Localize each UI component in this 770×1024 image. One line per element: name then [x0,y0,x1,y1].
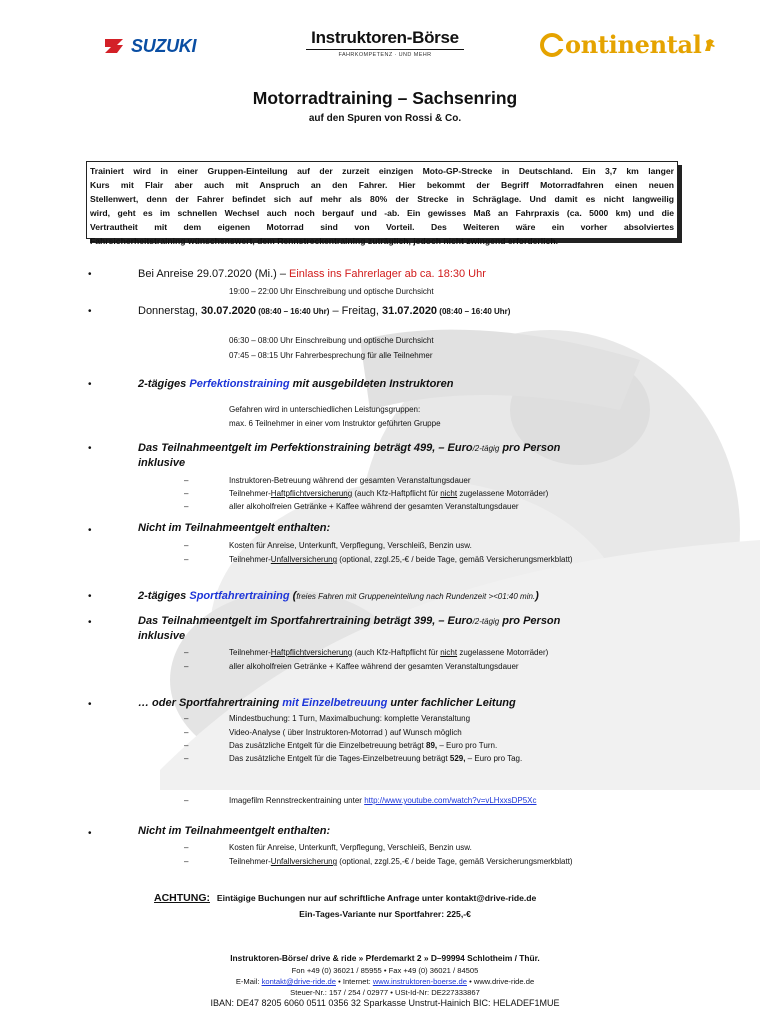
continental-logo [540,30,717,59]
text-part: nicht [440,648,458,657]
fee-sport-inklusive: inklusive [138,630,186,642]
fee-sport-post: pro Person [499,615,561,627]
text-part: Haftpflichtversicherung [270,489,353,498]
footer-contact [0,977,770,986]
not-included-heading: Nicht im Teilnahmeentgelt enthalten: [138,825,331,837]
dash-icon: – [184,662,189,671]
fee-sport-heading [138,615,560,627]
einzel-item [229,754,522,763]
not-included-item [229,555,573,564]
text-part: Teilnehmer- [229,857,271,866]
not-included-heading: Nicht im Teilnahmeentgelt enthalten: [138,522,331,534]
sport-paren: ( [289,590,297,602]
einzel-item [229,741,497,750]
day2-label: – Freitag, [329,305,382,317]
instruktoren-logo-tagline: FAHRKOMPETENZ · UND MEHR [338,52,432,58]
footer-phone: Fon +49 (0) 36021 / 85955 • Fax +49 (0) 36021 / 84505 [291,966,479,975]
arrival-detail: 19:00 – 22:00 Uhr Einschreibung und optische Durchsicht [229,287,434,296]
fee-perfektion-heading [138,442,560,454]
perfektion-highlight: Perfektionstraining [189,378,290,390]
perfektion-post: mit ausgebildeten Instruktoren [289,378,454,390]
dash-icon: – [184,754,189,763]
day1-date: 30.07.2020 [200,305,257,317]
fee-sport-small: /2-tägig [472,617,500,626]
achtung-line-2: Ein-Tages-Variante nur Sportfahrer: 225,-€ [299,909,471,919]
fee-perfektion-item: Instruktoren-Betreuung während der gesamten Veranstaltungsdauer [229,476,471,485]
page-title: Motorradtraining – Sachsenring [252,88,518,108]
fee-perfektion-post: pro Person [499,442,561,454]
intro-line: Stellenwert, denn der Fahrer befindet sich auf mehr als 80% der Strecke in Schräglage. Und damit es nicht langweilig [90,194,674,204]
bullet-icon: • [88,443,92,454]
perfektion-line-2: max. 6 Teilnehmer in einer vom Instruktor geführten Gruppe [229,419,441,428]
text-part: Das zusätzliche Entgelt für die Tages-Einzelbetreuung beträgt [229,754,450,763]
text-part: (auch Kfz-Haftpflicht für [352,648,441,657]
horse-icon [703,37,717,53]
footer-bank: IBAN: DE47 8205 6060 0511 0356 32 Sparkasse Unstrut-Hainich BIC: HELADEF1MUE [210,998,560,1008]
footer-address: Instruktoren-Börse/ drive & ride » Pferdemarkt 2 » D–99994 Schlotheim / Thür. [230,953,540,963]
text-part: Unfallversicherung [270,555,338,564]
not-included-item [229,857,573,866]
sport-highlight: Sportfahrertraining [189,590,290,602]
dash-icon: – [184,843,189,852]
footer-email-label: E-Mail: [235,977,262,986]
instruktoren-boerse-logo [306,28,464,58]
perfektion-pre: 2-tägiges [138,378,190,390]
day2-date: 31.07.2020 [382,305,438,317]
bullet-icon: • [88,269,92,280]
dash-icon: – [184,555,189,564]
bullet-icon: • [88,379,92,390]
bullet-icon: • [88,828,92,839]
bullet-icon: • [88,306,92,317]
dash-icon: – [184,541,189,550]
bullet-icon: • [88,591,92,602]
text-part: – Euro pro Tag. [465,754,523,763]
day1-label: Donnerstag, [138,305,201,317]
days-line [138,305,510,317]
perfektion-line-1: Gefahren wird in unterschiedlichen Leistungsgruppen: [229,405,421,414]
fee-perfektion-item [229,489,548,498]
footer-tax: Steuer-Nr.: 157 / 254 / 02977 • USt-Id-Nr: DE227333867 [290,988,480,997]
imagefilm-item [229,796,536,805]
bullet-icon: • [88,699,92,710]
bullet-icon: • [88,617,92,628]
text-part: zugelassene Motorräder) [457,489,549,498]
imagefilm-link[interactable]: http://www.youtube.com/watch?v=vLHxxsDP5Xc [364,796,537,805]
arrival-line [138,268,486,280]
intro-line: wird, geht es im schnellen Wechsel auch noch bergauf und -ab. Ein gewisses Maß an Fahrpraxis (ca. 5000 km) und die [90,208,674,218]
page-subtitle: auf den Spuren von Rossi & Co. [308,113,462,124]
sport-heading [138,590,539,602]
sport-pre: 2-tägiges [138,590,190,602]
dash-icon: – [184,857,189,866]
text-part: (optional, zzgl.25,-€ / beide Tage, gemäß Versicherungsmerkblatt) [337,857,573,866]
days-detail-1: 06:30 – 08:00 Uhr Einschreibung und optische Durchsicht [229,336,434,345]
day2-time: (08:40 – 16:40 Uhr) [437,307,511,316]
footer-web2: • www.drive-ride.de [466,977,535,986]
imagefilm-label: Imagefilm Rennstreckentraining unter [229,796,365,805]
text-part: (optional, zzgl.25,-€ / beide Tage, gemäß Versicherungsmerkblatt) [337,555,573,564]
arrival-text: Bei Anreise 29.07.2020 (Mi.) – [138,268,290,280]
footer-email-link[interactable]: kontakt@drive-ride.de [261,977,336,986]
fee-perfektion-inklusive: inklusive [138,457,186,469]
einzel-heading [138,697,516,709]
fee-sport-item [229,648,548,657]
einzel-highlight: mit Einzelbetreuung [282,697,388,709]
day1-time: (08:40 – 16:40 Uhr) [256,307,330,316]
fee-sport-item: aller alkoholfreien Getränke + Kaffee während der gesamten Veranstaltungsdauer [229,662,519,671]
achtung-label: ACHTUNG: [154,892,210,904]
arrival-highlight: Einlass ins Fahrerlager ab ca. 18:30 Uhr [289,268,486,280]
footer-internet-label: • Internet: [335,977,373,986]
intro-line: Kurs mit Flair aber auch mit Anspruch an den Fahrer. Hier bekommt der Begriff Motorradfahren einen neuen [90,180,674,190]
perfektion-heading [138,378,453,390]
achtung-text: Eintägige Buchungen nur auf schriftliche Anfrage unter kontakt@drive-ride.de [216,893,537,903]
text-part: 529, [449,754,466,763]
bullet-icon: • [88,525,92,536]
suzuki-logo-text: SUZUKI [131,35,197,56]
days-detail-2: 07:45 – 08:15 Uhr Fahrerbesprechung für alle Teilnehmer [229,351,433,360]
dash-icon: – [184,648,189,657]
suzuki-s-icon [103,37,125,55]
footer-internet-link[interactable]: www.instruktoren-boerse.de [372,977,467,986]
dash-icon: – [184,728,189,737]
text-part: Teilnehmer- [229,489,271,498]
text-part: Teilnehmer- [229,648,271,657]
suzuki-logo [103,36,196,56]
text-part: (auch Kfz-Haftpflicht für [352,489,441,498]
einzel-item: Mindestbuchung: 1 Turn, Maximalbuchung: komplette Veranstaltung [229,714,471,723]
achtung-line [154,892,536,904]
dash-icon: – [184,796,189,805]
text-part: Teilnehmer- [229,555,271,564]
text-part: Haftpflichtversicherung [270,648,353,657]
dash-icon: – [184,502,189,511]
not-included-item: Kosten für Anreise, Unterkunft, Verpflegung, Verschleiß, Benzin usw. [229,843,472,852]
intro-line: Trainiert wird in einer Gruppen-Einteilung auf der zurzeit einzigen Moto-GP-Strecke in Deutschland. Ein 3,7 km langer [90,166,674,176]
continental-c-icon [540,32,564,58]
sport-small: freies Fahren mit Gruppeneinteilung nach Rundenzeit ><01:40 min. [296,592,536,601]
text-part: nicht [440,489,458,498]
intro-line: Fahrsicherheitstraining wünschenswert, dem Rennstreckentraining zuträglich, jedoch nicht zwingend erforderlich. [90,236,558,246]
dash-icon: – [184,714,189,723]
dash-icon: – [184,741,189,750]
dash-icon: – [184,476,189,485]
fee-perfektion-item: aller alkoholfreien Getränke + Kaffee während der gesamten Veranstaltungsdauer [229,502,519,511]
text-part: Das zusätzliche Entgelt für die Einzelbetreuung beträgt [229,741,427,750]
instruktoren-logo-text: Instruktoren-Börse [306,28,464,50]
text-part: 89, [426,741,438,750]
einzel-pre: … oder Sportfahrertraining [138,697,283,709]
fee-perfektion-text: Das Teilnahmeentgelt im Perfektionstraining beträgt 499, – Euro [138,442,473,454]
fee-sport-text: Das Teilnahmeentgelt im Sportfahrertraining beträgt 399, – Euro [138,615,473,627]
einzel-item: Video-Analyse ( über Instruktoren-Motorrad ) auf Wunsch möglich [229,728,462,737]
text-part: – Euro pro Turn. [437,741,498,750]
not-included-item: Kosten für Anreise, Unterkunft, Verpflegung, Verschleiß, Benzin usw. [229,541,472,550]
sport-paren: ) [535,590,539,602]
einzel-post: unter fachlicher Leitung [387,697,516,709]
intro-line: Vertrautheit mit dem eigenen Motorrad sind von Vorteil. Des Weiteren wäre ein vorher absolviertes [90,222,674,232]
continental-logo-text: ontinental [565,30,702,59]
text-part: Unfallversicherung [270,857,338,866]
fee-perfektion-small: /2-tägig [472,444,500,453]
intro-box [86,161,678,246]
text-part: zugelassene Motorräder) [457,648,549,657]
dash-icon: – [184,489,189,498]
